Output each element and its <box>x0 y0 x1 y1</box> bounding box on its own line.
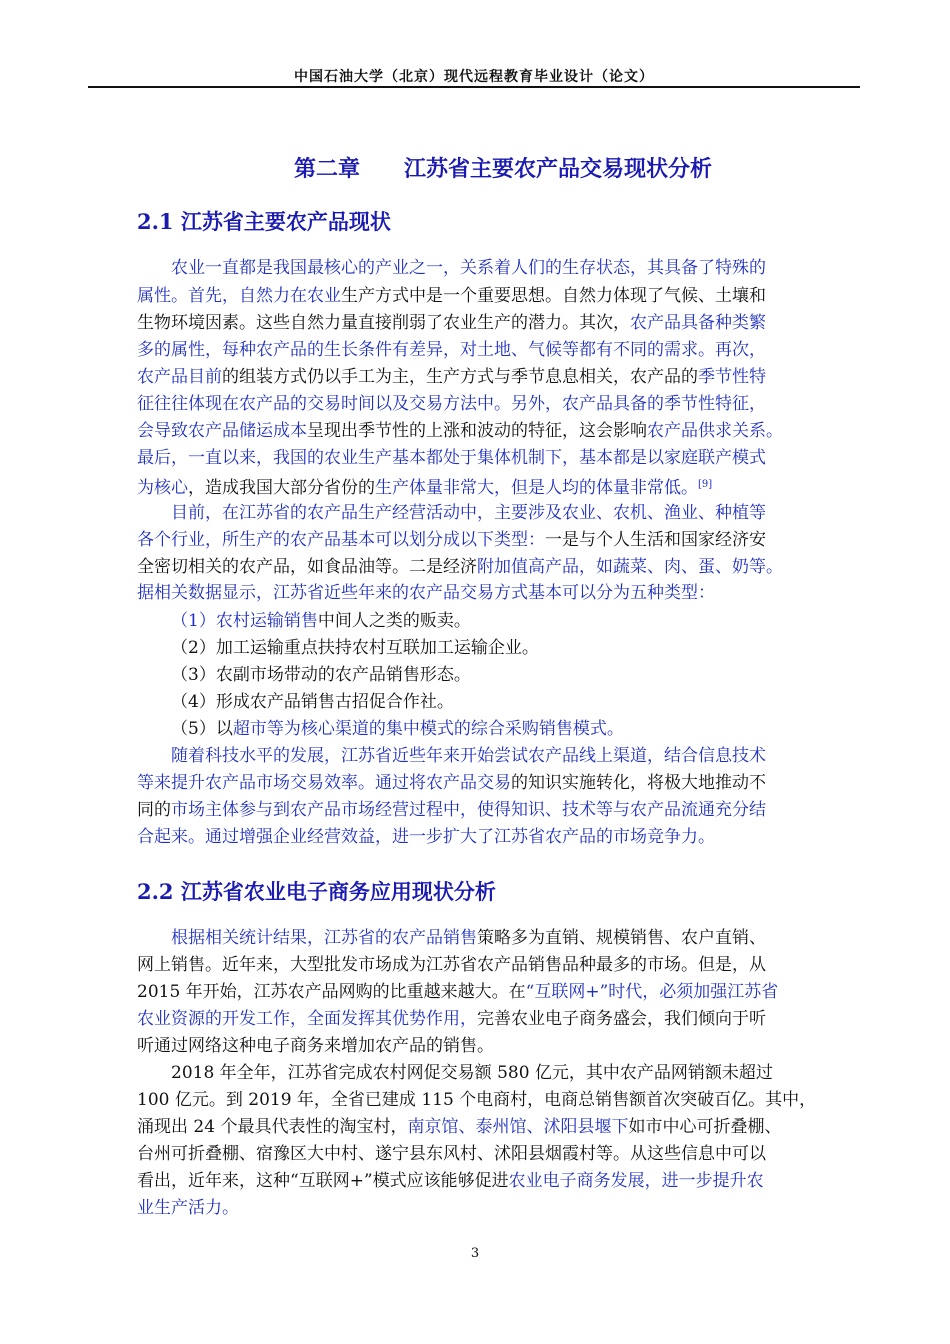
text-segment: 一是与个人生活和国家经济安 <box>545 530 766 550</box>
text-segment: 生产体量非常大，但是人均的体量非常低。 <box>375 478 698 498</box>
section-heading-2-2: 2.2 江苏省农业电子商务应用现状分析 <box>137 879 496 904</box>
text-line <box>137 583 715 605</box>
text-line <box>137 773 766 795</box>
text-line <box>137 557 783 579</box>
text-segment: 网上销售。近年来，大型批发市场成为江苏省农产品销售品种最多的市场。但是，从 <box>137 955 766 975</box>
text-segment: 多的属性，每种农产品的生长条件有差异，对土地、气候等都有不同的需求。再次， <box>137 340 766 360</box>
text-segment: 听通过网络这种电子商务来增加农产品的销售。 <box>137 1036 494 1056</box>
text-segment: 随着科技水平的发展，江苏省近些年来开始尝试农产品线上渠道，结合信息技术 <box>171 746 766 766</box>
text-segment: 的知识实施转化，将极大地推动不 <box>511 773 766 793</box>
text-line <box>137 1171 764 1193</box>
text-segment: 100 亿元。到 2019 年，全省已建成 115 个电商村，电商总销售额首次突破百亿。其中， <box>137 1090 817 1110</box>
text-segment: （4）形成农产品销售古招促合作社。 <box>171 692 454 712</box>
text-segment: 业生产活力。 <box>137 1198 239 1218</box>
text-segment: 农产品具备种类繁 <box>630 313 766 333</box>
text-line <box>137 827 715 849</box>
text-segment: 生产方式中是一个重要思想。自然力体现了气候、土壤和 <box>341 286 766 306</box>
text-segment: （2）加工运输重点扶持农村互联加工运输企业。 <box>171 638 539 658</box>
text-segment: 中间人之类的贩卖。 <box>317 611 471 631</box>
text-segment: ，造成我国大部分省份的 <box>188 478 375 498</box>
text-line <box>137 1036 494 1058</box>
text-segment: 台州可折叠棚、宿豫区大中村、遂宁县东风村、沭阳县烟霞村等。从这些信息中可以 <box>137 1144 766 1164</box>
text-segment: 农产品目前 <box>137 367 222 387</box>
text-line <box>137 1117 781 1139</box>
text-line <box>137 286 766 308</box>
text-line <box>137 1144 766 1166</box>
text-segment: 生物环境因素。这些自然力量直接削弱了农业生产的潜力。其次， <box>137 313 630 333</box>
text-segment: （1）农村运输销售 <box>171 611 318 631</box>
text-segment: 同的 <box>137 800 171 820</box>
text-line <box>171 928 766 950</box>
text-line <box>171 665 471 687</box>
text-segment: 农业一直都是我国最核心的产业之一，关系着人们的生存状态，其具备了特殊的 <box>171 258 766 278</box>
text-segment: 呈现出季节性的上涨和波动的特征，这会影响 <box>307 421 647 441</box>
text-line <box>137 530 766 552</box>
text-line <box>137 394 766 416</box>
text-segment: 季节性特 <box>698 367 766 387</box>
text-line <box>171 611 471 633</box>
text-segment: 看出，近年来，这种“互联网+”模式应该能够促进 <box>137 1171 509 1191</box>
text-segment: 市场主体参与到农产品市场经营过程中，使得知识、技术等与农产品流通充分结 <box>171 800 766 820</box>
text-line <box>137 982 778 1004</box>
text-line <box>137 313 766 335</box>
citation-marker: [9] <box>698 479 713 490</box>
text-segment: “互联网+”时代，必须加强江苏省 <box>525 982 779 1002</box>
text-line <box>171 638 539 660</box>
text-line <box>137 1009 766 1031</box>
text-segment: （5）以 <box>171 719 233 739</box>
text-segment: 策略多为直销、规模销售、农户直销、 <box>477 928 766 948</box>
text-segment: 完善农业电子商务盛会，我们倾向于听 <box>477 1009 766 1029</box>
text-segment: 的组装方式仍以手工为主，生产方式与季节息息相关，农产品的 <box>222 367 698 387</box>
text-line <box>171 258 766 280</box>
page-header: 中国石油大学（北京）现代远程教育毕业设计（论文） <box>294 69 654 85</box>
page-number: 3 <box>470 1246 480 1261</box>
text-segment: 各个行业，所生产的农产品基本可以划分成以下类型： <box>137 530 545 550</box>
text-segment: 根据相关统计结果，江苏省的农产品销售 <box>171 928 477 948</box>
text-line <box>171 1063 773 1085</box>
text-segment: 据相关数据显示，江苏省近些年来的农产品交易方式基本可以分为五种类型： <box>137 583 715 603</box>
text-segment: 农业电子商务发展，进一步提升农 <box>508 1171 764 1191</box>
text-segment: （3）农副市场带动的农产品销售形态。 <box>171 665 471 685</box>
text-segment: 征往往体现在农产品的交易时间以及交易方法中。另外，农产品具备的季节性特征， <box>137 394 766 414</box>
text-line <box>137 340 766 362</box>
text-segment: 农产品供求关系。 <box>647 421 783 441</box>
text-segment: 南京馆、泰州馆、沭阳县堰下 <box>407 1117 629 1137</box>
text-line <box>137 1090 816 1112</box>
text-line <box>171 719 624 741</box>
text-segment: 等来提升农产品市场交易效率。通过将农产品交易 <box>137 773 511 793</box>
text-segment: 属性。首先，自然力在农业 <box>137 286 341 306</box>
text-line <box>137 421 783 443</box>
text-line <box>171 692 454 714</box>
text-segment: 全密切相关的农产品，如食品油等。二是经济 <box>137 557 477 577</box>
text-segment: 合起来。通过增强企业经营效益，进一步扩大了江苏省农产品的市场竞争力。 <box>137 827 715 847</box>
text-segment: 会导致农产品储运成本 <box>137 421 307 441</box>
text-segment: 最后，一直以来，我国的农业生产基本都处于集体机制下，基本都是以家庭联产模式 <box>137 448 766 468</box>
text-line <box>137 1198 239 1220</box>
text-segment: 2015 年开始，江苏农产品网购的比重越来越大。在 <box>137 982 526 1002</box>
text-line <box>171 503 766 525</box>
text-line <box>137 367 766 389</box>
chapter-title: 第二章 江苏省主要农产品交易现状分析 <box>293 156 712 182</box>
text-line <box>171 746 766 768</box>
text-line <box>137 448 766 470</box>
text-line <box>137 475 712 497</box>
header-rule <box>88 86 860 88</box>
text-segment: 农业资源的开发工作，全面发挥其优势作用， <box>137 1009 477 1029</box>
text-segment: 2018 年全年，江苏省完成农村网促交易额 580 亿元，其中农产品网销额未超过 <box>171 1063 773 1083</box>
text-segment: 涌现出 24 个最具代表性的淘宝村， <box>137 1117 408 1137</box>
section-heading-2-1: 2.1 江苏省主要农产品现状 <box>137 209 391 234</box>
text-segment: 如市中心可折叠棚、 <box>628 1117 782 1137</box>
text-segment: 为核心 <box>137 478 188 498</box>
text-segment: 目前，在江苏省的农产品生产经营活动中，主要涉及农业、农机、渔业、种植等 <box>171 503 766 523</box>
text-segment: 附加值高产品，如蔬菜、肉、蛋、奶等。 <box>477 557 783 577</box>
text-segment: 超市等为核心渠道的集中模式的综合采购销售模式。 <box>232 719 624 739</box>
text-line <box>137 955 766 977</box>
text-line <box>137 800 766 822</box>
